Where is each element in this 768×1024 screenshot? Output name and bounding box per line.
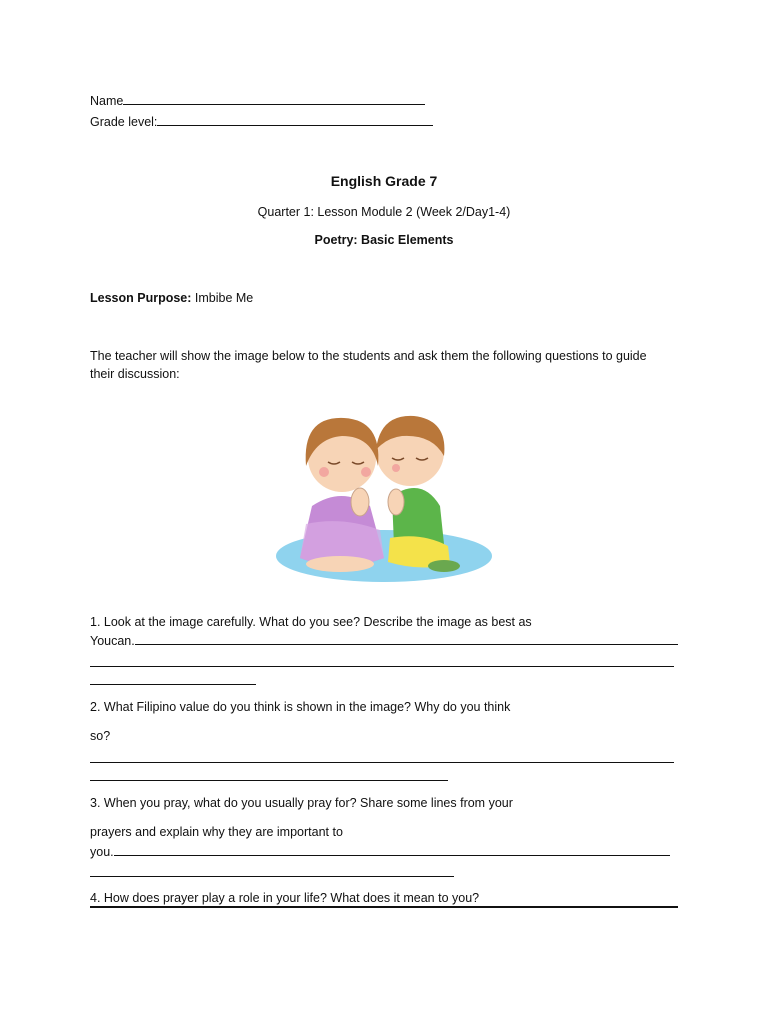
grade-level-label: Grade level: — [90, 115, 158, 129]
question-1-continued: Youcan. — [90, 634, 135, 648]
boy-foot — [428, 560, 460, 572]
lesson-purpose-value: Imbibe Me — [194, 291, 254, 305]
answer-1-line-2[interactable] — [90, 666, 674, 667]
praying-children-illustration — [272, 406, 496, 586]
girl-legs — [306, 556, 374, 572]
question-2-line-2: so? — [90, 729, 111, 743]
lesson-purpose-label: Lesson Purpose: — [90, 291, 192, 305]
question-3-continued: you. — [90, 845, 114, 859]
page-subtitle: Quarter 1: Lesson Module 2 (Week 2/Day1-4) — [257, 205, 511, 219]
question-1-line-1: 1. Look at the image carefully. What do you see? Describe the image as best as — [90, 615, 532, 629]
question-3-line-1: 3. When you pray, what do you usually pray for? Share some lines from your — [90, 796, 513, 810]
answer-1-line-3[interactable] — [90, 684, 256, 685]
intro-line-2: their discussion: — [90, 367, 180, 381]
answer-3-line-2[interactable] — [90, 876, 454, 877]
question-1-line-2[interactable] — [90, 634, 678, 648]
answer-2-line-1[interactable] — [90, 762, 674, 763]
answer-4-line[interactable] — [90, 906, 678, 908]
name-field[interactable] — [90, 94, 425, 108]
answer-2-line-2[interactable] — [90, 780, 448, 781]
intro-line-1: The teacher will show the image below to the students and ask them the following questions to guide — [90, 349, 647, 363]
question-4-line-1: 4. How does prayer play a role in your life? What does it mean to you? — [90, 891, 480, 905]
question-3-line-2: prayers and explain why they are important to — [90, 825, 343, 839]
lesson-purpose — [90, 291, 253, 305]
page-title: English Grade 7 — [330, 173, 438, 189]
topic-heading: Poetry: Basic Elements — [314, 233, 454, 247]
name-label: Name — [90, 94, 124, 108]
name-blank[interactable] — [123, 103, 425, 105]
answer-1-blank[interactable] — [135, 643, 678, 645]
question-2-line-1: 2. What Filipino value do you think is shown in the image? Why do you think — [90, 700, 511, 714]
grade-level-blank[interactable] — [157, 124, 433, 126]
grade-level-field[interactable] — [90, 115, 433, 129]
question-3-line-3[interactable] — [90, 845, 670, 859]
answer-3-blank[interactable] — [114, 854, 670, 856]
